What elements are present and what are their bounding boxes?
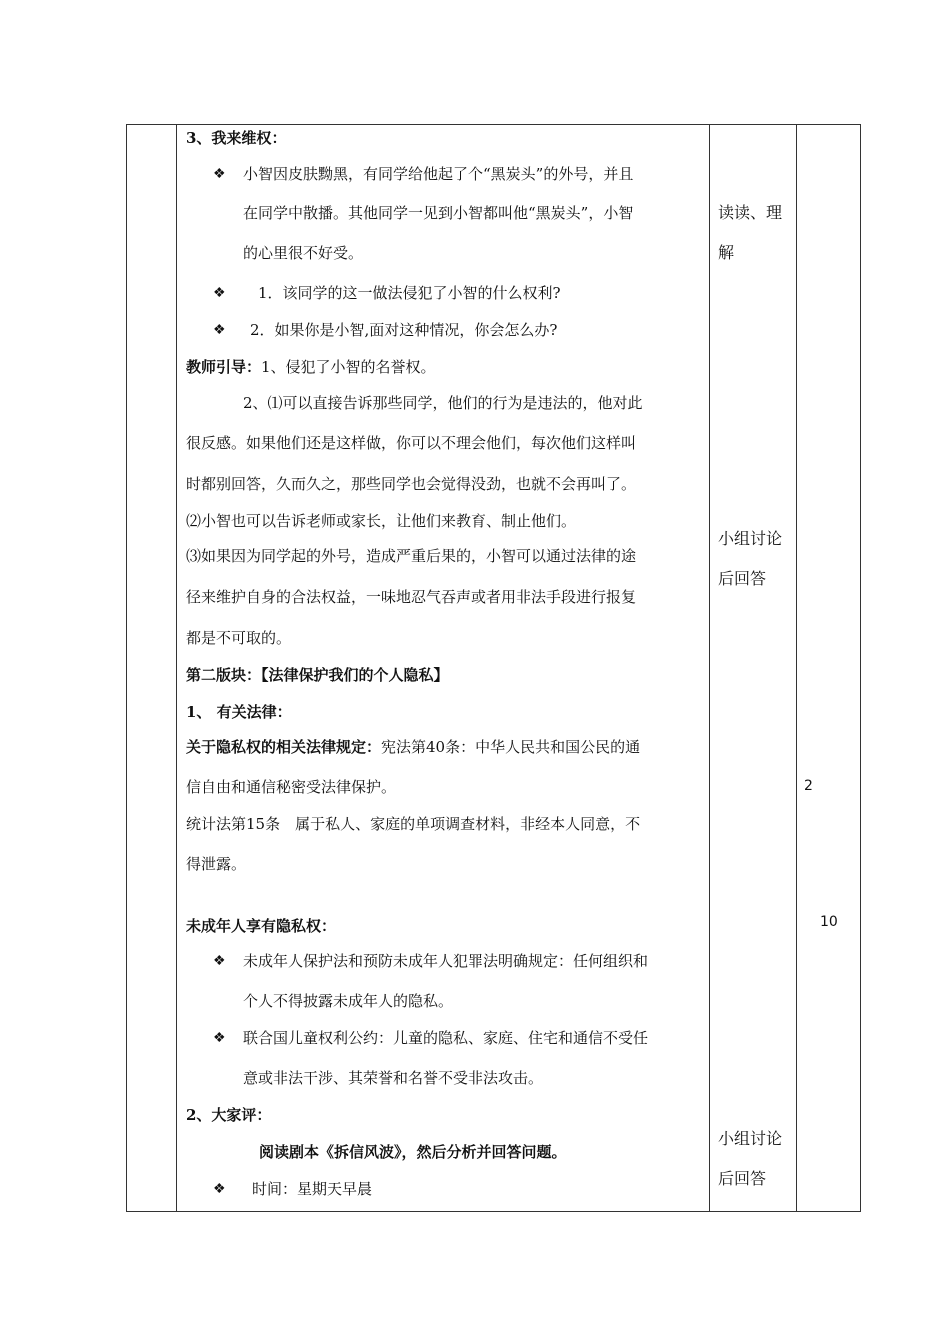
privacy-law-line: 信自由和通信秘密受法律保护。 bbox=[186, 778, 397, 796]
bullet-icon: ❖ bbox=[213, 953, 226, 969]
case-line: 的心里很不好受。 bbox=[243, 244, 364, 262]
privacy-law-text: 宪法第40条：中华人民共和国公民的通 bbox=[381, 738, 641, 756]
question-1: 1．该同学的这一做法侵犯了小智的什么权利? bbox=[258, 284, 561, 302]
privacy-law-label: 关于隐私权的相关法律规定： bbox=[186, 738, 382, 756]
bullet-icon: ❖ bbox=[213, 1030, 226, 1046]
answer-line: ⑵小智也可以告诉老师或家长，让他们来教育、制止他们。 bbox=[186, 512, 577, 530]
answer-line: 2、⑴可以直接告诉那些同学，他们的行为是违法的，他对此 bbox=[243, 394, 643, 412]
stat-law-line: 得泄露。 bbox=[186, 855, 247, 873]
time-value: 10 bbox=[820, 914, 838, 930]
activity-label: 读读、理 bbox=[718, 203, 783, 222]
eval-text: 阅读剧本《拆信风波》，然后分析并回答问题。 bbox=[259, 1143, 567, 1161]
teacher-guide-text: 1、侵犯了小智的名誉权。 bbox=[261, 358, 436, 376]
activity-label: 解 bbox=[718, 243, 735, 262]
bullet-icon: ❖ bbox=[213, 166, 226, 182]
bullet-icon: ❖ bbox=[213, 1181, 226, 1197]
column-divider bbox=[709, 124, 710, 1212]
activity-label: 后回答 bbox=[718, 1169, 767, 1188]
column-divider bbox=[176, 124, 177, 1212]
answer-line: 很反感。如果他们还是这样做，你可以不理会他们，每次他们这样叫 bbox=[186, 434, 637, 452]
stat-law-line: 统计法第15条 属于私人、家庭的单项调查材料，非经本人同意，不 bbox=[186, 815, 641, 833]
section-heading: 3、我来维权： bbox=[186, 129, 287, 147]
eval-heading: 2、大家评： bbox=[186, 1106, 272, 1124]
time-text: 时间：星期天早晨 bbox=[252, 1180, 373, 1198]
minor-law-line: 未成年人保护法和预防未成年人犯罪法明确规定：任何组织和 bbox=[243, 952, 649, 970]
privacy-law bbox=[186, 737, 640, 757]
block-heading: 第二版块：【法律保护我们的个人隐私】 bbox=[186, 666, 449, 684]
activity-label: 小组讨论 bbox=[718, 529, 783, 548]
question-2: 2．如果你是小智,面对这种情况，你会怎么办? bbox=[250, 321, 558, 339]
case-line: 在同学中散播。其他同学一见到小智都叫他“黑炭头”，小智 bbox=[243, 204, 634, 222]
answer-line: 径来维护自身的合法权益，一味地忍气吞声或者用非法手段进行报复 bbox=[186, 588, 637, 606]
bullet-icon: ❖ bbox=[213, 322, 226, 338]
minor-law-line: 个人不得披露未成年人的隐私。 bbox=[243, 992, 454, 1010]
answer-line: 时都别回答，久而久之，那些同学也会觉得没劲，也就不会再叫了。 bbox=[186, 475, 637, 493]
teacher-guide bbox=[186, 357, 436, 377]
answer-line: 都是不可取的。 bbox=[186, 629, 292, 647]
answer-line: ⑶如果因为同学起的外号，造成严重后果的，小智可以通过法律的途 bbox=[186, 547, 637, 565]
case-line: 小智因皮肤黝黑，有同学给他起了个“黑炭头”的外号，并且 bbox=[243, 165, 634, 183]
un-convention-line: 意或非法干涉、其荣誉和名誉不受非法攻击。 bbox=[243, 1069, 544, 1087]
law-heading: 1、 有关法律： bbox=[186, 703, 292, 721]
activity-label: 小组讨论 bbox=[718, 1129, 783, 1148]
bullet-icon: ❖ bbox=[213, 285, 226, 301]
column-divider bbox=[796, 124, 797, 1212]
time-value: 2 bbox=[804, 778, 813, 794]
un-convention-line: 联合国儿童权利公约：儿童的隐私、家庭、住宅和通信不受任 bbox=[243, 1029, 649, 1047]
teacher-guide-label: 教师引导： bbox=[186, 358, 262, 376]
activity-label: 后回答 bbox=[718, 569, 767, 588]
minor-heading: 未成年人享有隐私权： bbox=[186, 917, 337, 935]
